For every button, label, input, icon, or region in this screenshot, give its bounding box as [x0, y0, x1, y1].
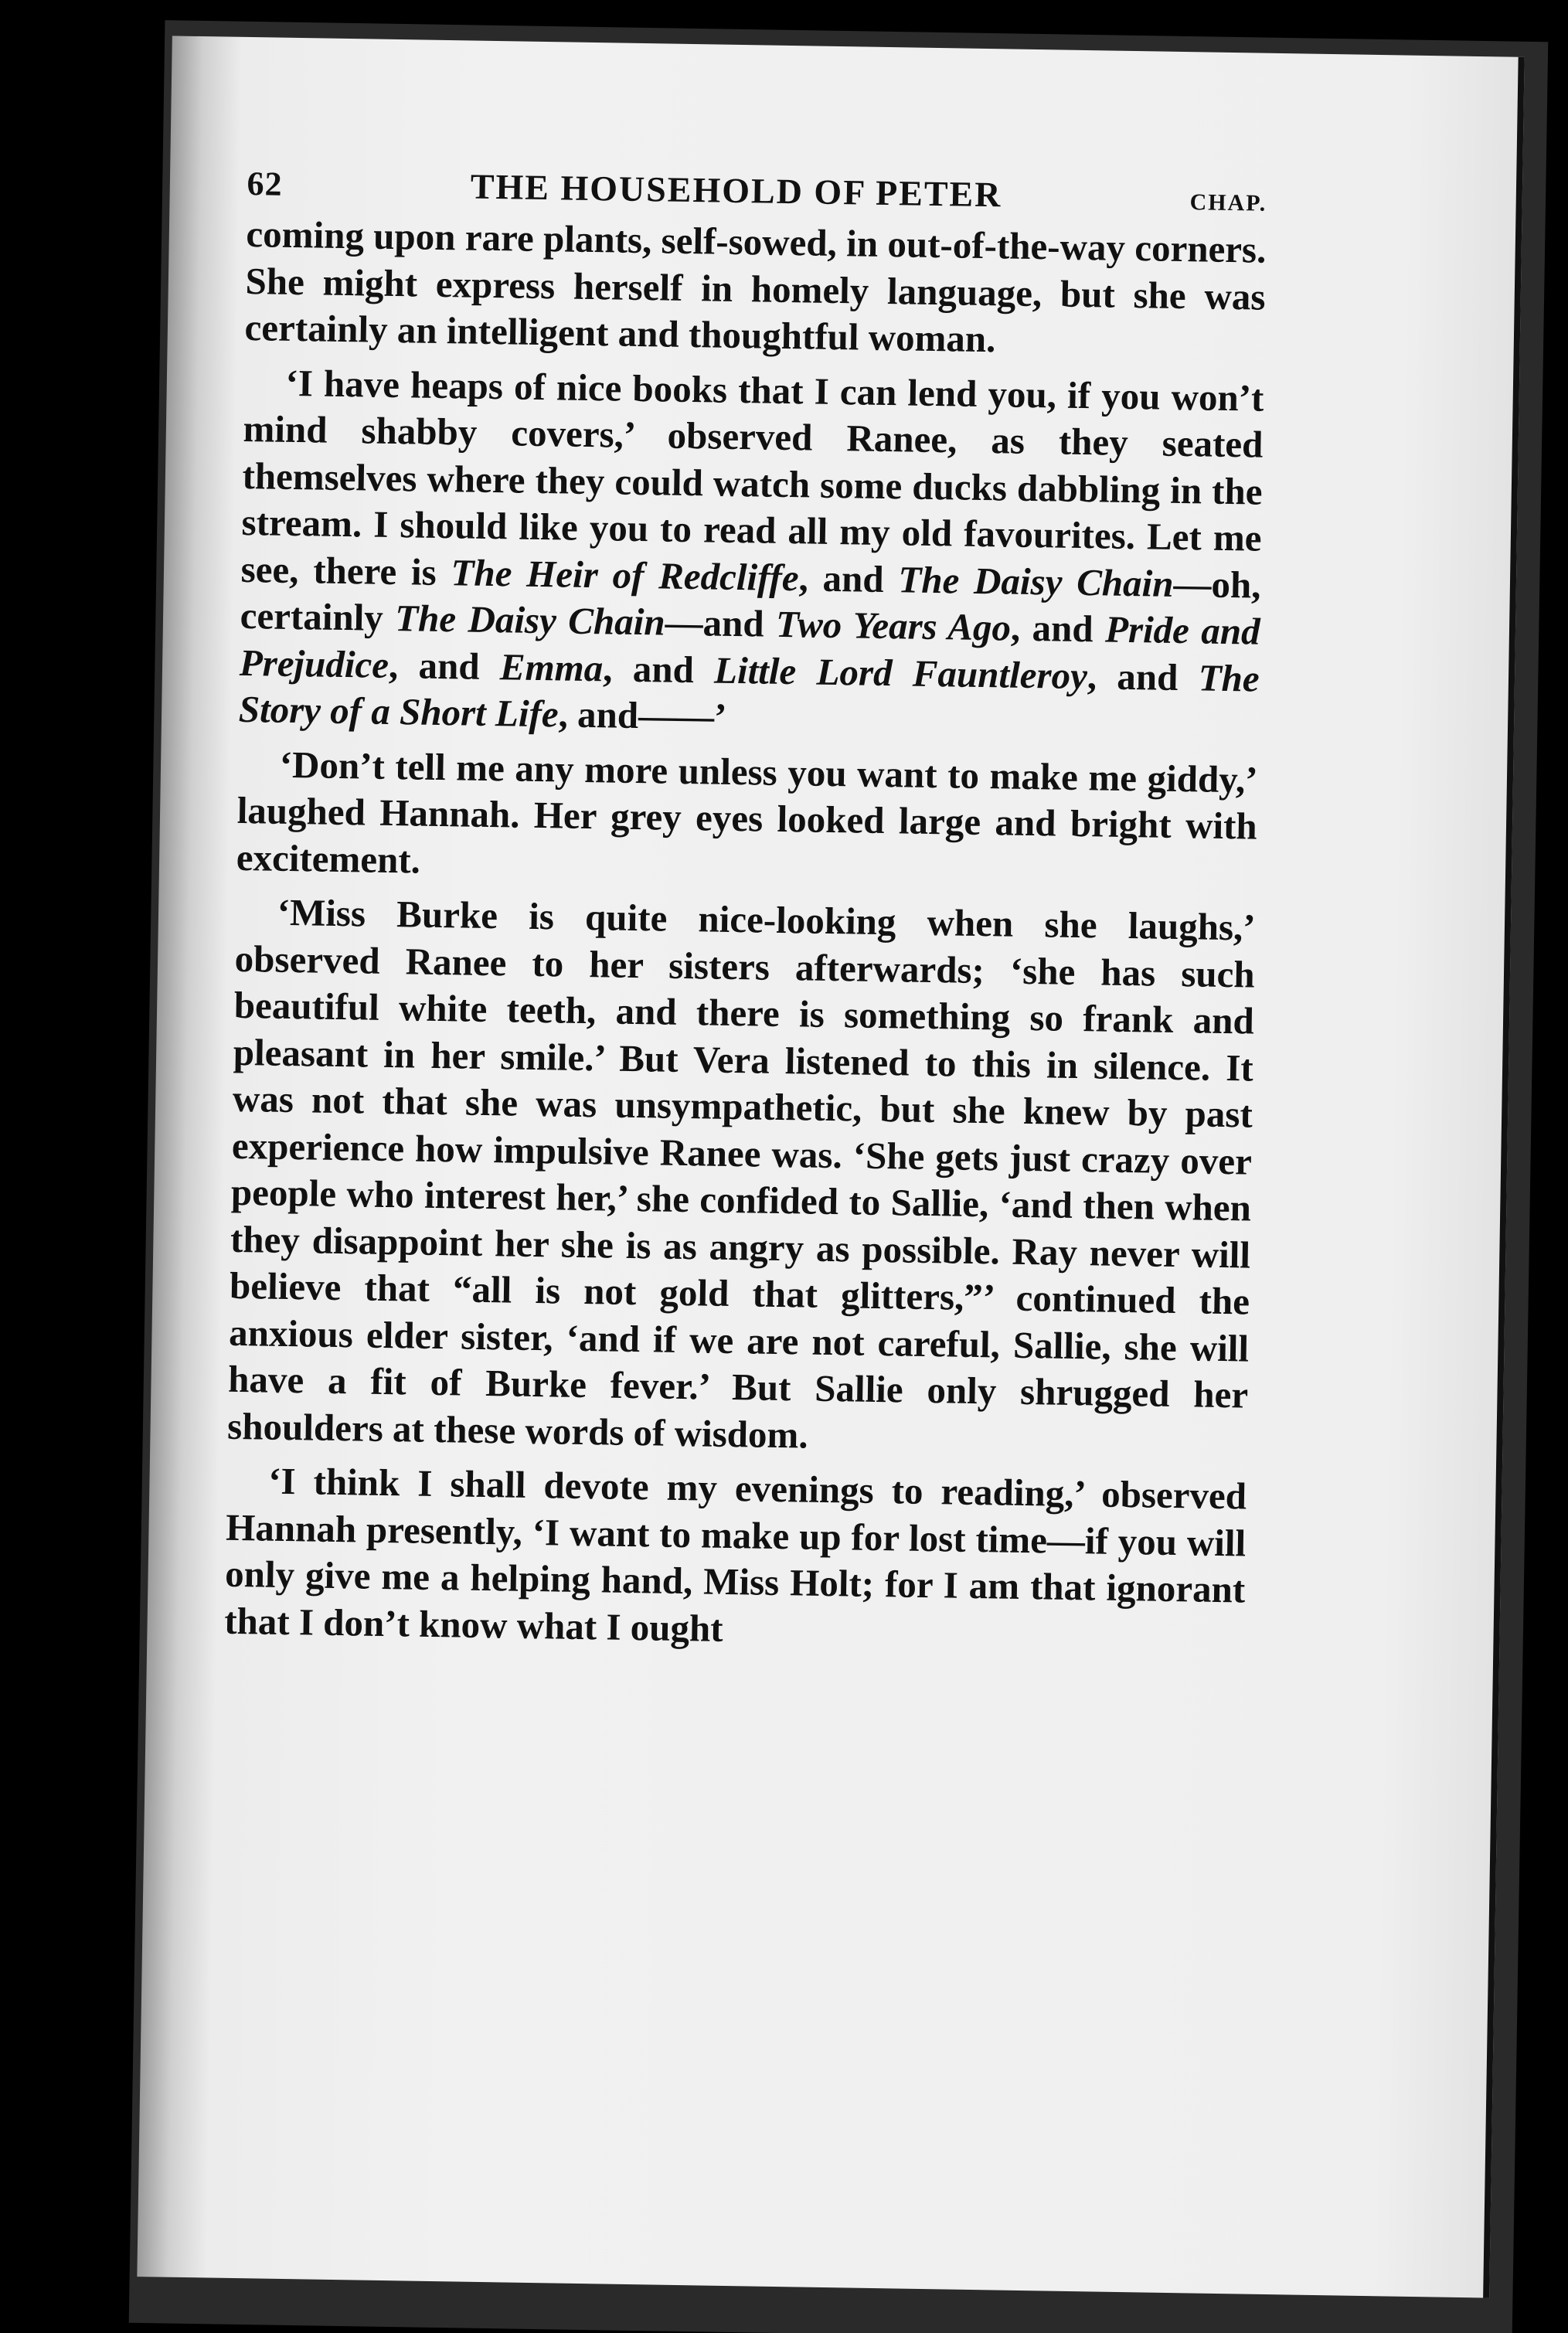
italic-title-run: Two Years Ago — [775, 602, 1012, 649]
paragraph — [236, 740, 1258, 896]
italic-title-run: Little Lord Fauntleroy — [713, 648, 1088, 697]
paragraph — [227, 889, 1256, 1466]
text-run: , and — [1087, 654, 1199, 699]
text-run: ‘I think I shall devote my evenings to reading,’ observed Hannah presently, ‘I want to make up for lost time—if you will only give me a helping hand, Miss Holt; for I am that ignorant that I don’t know what I ought — [223, 1459, 1247, 1650]
italic-title-run: Emma — [499, 644, 604, 689]
page-number: 62 — [247, 164, 283, 203]
running-title: THE HOUSEHOLD OF PETER — [470, 166, 1002, 215]
italic-title-run: Pride and Prejudice — [239, 607, 1261, 686]
paragraph — [244, 211, 1267, 367]
italic-title-run: The Daisy Chain — [898, 557, 1174, 605]
text-run: , and——’ — [558, 692, 727, 738]
text-run: ‘Don’t tell me any more unless you want to make me giddy,’ laughed Hannah. Her grey eyes looked large and bright with excitement. — [236, 743, 1259, 882]
italic-title-run: The Story of a Short Life — [238, 655, 1260, 736]
text-block — [224, 162, 1267, 1668]
text-run: , and — [602, 646, 715, 692]
italic-title-run: The Daisy Chain — [394, 597, 666, 644]
text-run: coming upon rare plants, self-sowed, in out-of-the-way corners. She might express herself in homely language, but she was certainly an intelligent and thoughtful woman. — [244, 212, 1267, 361]
text-run: ‘I have heaps of nice books that I can lend you, if you won’t mind shabby covers,’ observed Ranee, as they seated themselves where they could watch some ducks dabbling in the stream. I should like you to read all my old favourites. Let me see, there is — [240, 361, 1264, 593]
chapter-mark: CHAP. — [1189, 189, 1267, 216]
text-run: , and — [798, 556, 899, 600]
paragraph — [224, 1457, 1247, 1661]
text-run: —oh, certainly — [240, 562, 1261, 640]
text-run: , and — [388, 643, 501, 688]
italic-title-run: The Heir of Redcliffe — [451, 550, 800, 599]
text-run: —and — [665, 600, 777, 645]
text-run: , and — [1010, 606, 1106, 651]
paragraph — [238, 359, 1264, 749]
text-run: ‘Miss Burke is quite nice-looking when she laughs,’ observed Ranee to her sisters afterwards; ‘she has such beautiful white teeth, and there is something so frank and pleasant in her smile.’ But Vera listened to this in silence. It was not that she was unsympathetic, but she knew by past experience how impulsive Ranee was. ‘She gets just crazy over people who interest her,’ she confided to Sallie, ‘and then when they disappoint her she is as angry as possible. Ray never will believe that “all is not gold that glitters,”’ continued the anxious elder sister, ‘and if we are not careful, Sallie, she will have a fit of Burke fever.’ But Sallie only shrugged her shoulders at these words of wisdom. — [226, 890, 1257, 1457]
